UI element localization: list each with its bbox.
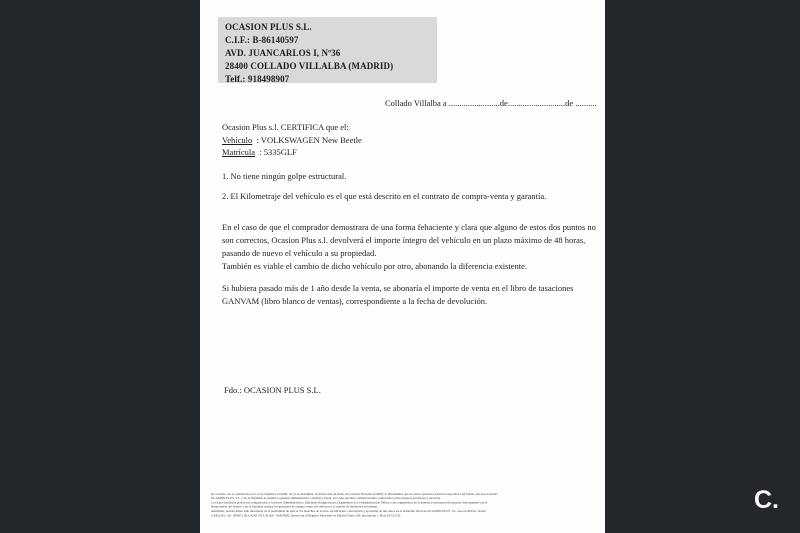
vehicle-line <box>222 134 362 147</box>
company-phone: Telf.: 918498907 <box>225 74 290 84</box>
vehicle-value: : VOLKSWAGEN New Beetle <box>256 134 362 145</box>
certificate-document-page <box>200 0 605 533</box>
coches-site-logo: C. <box>754 486 779 514</box>
company-header-block <box>218 17 437 83</box>
plate-value: : 5335GLF <box>259 147 297 157</box>
paragraph-3-line-1: Si hubiera pasado más de 1 año desde la venta, se abonaría el importe de venta en el libro de tasaciones <box>222 283 574 293</box>
fine-print-line-6: CARLOS I, 36 - 28400 COLLADO VILLALBA - MADRID. Inscrita en el Registro Mercantil de Madrid Tomo 130, Inscripción 1, Hoja M-512731. <box>211 513 402 518</box>
company-address: AVD. JUANCARLOS I, Nº36 <box>225 48 341 58</box>
fine-print-line-2: OCASIÓN PLUS, S.L., con la finalidad de realizar la gestión administrativa, contable y fiscal, así como enviarle comunicaciones comerciales sobre nuestros productos y servicios. <box>211 496 441 500</box>
date-line: Collado Villalba a ........................de...........................de .......... <box>385 98 597 108</box>
plate-label: Matrícula <box>222 147 256 157</box>
company-city: 28400 COLLADO VILLALBA (MADRID) <box>225 61 394 71</box>
plate-line <box>222 146 362 159</box>
fine-print-line-3: Los datos incluidos podrán ser comunicados a Gestores Administrativos, Entidades Aseguradoras, Organismos de la Administración Pública con competencia en la materia y personas relacionadas directamente con el <box>211 500 488 505</box>
paragraph-3-line-2: GANVAM (libro blanco de ventas), correspondiente a la fecha de devolución. <box>222 296 488 306</box>
list-item-2: 2. El Kilometraje del vehículo es el que está descrito en el contrato de compra-venta y garantía. <box>222 191 547 201</box>
company-name: OCASION PLUS S.L. <box>225 22 312 32</box>
fine-print-line-4: Responsable del fichero, con la finalidad realizar las gestiones de compra-venta del vehículo y el cambio de titularidad del mismo. <box>211 504 378 509</box>
fine-print-line-5: Asimismo, declara haber sido informado de la posibilidad de ejercer los derechos de acceso, rectificación, cancelación y oposición de mis datos en el domicilio fiscal de OCASIÓN PLUS, S.L. sito en AVDA. JUAN <box>211 509 486 513</box>
paragraph-2: También es viable el cambio de dicho vehículo por otro, abonando la diferencia existente. <box>222 261 528 271</box>
legal-fine-print <box>211 492 604 522</box>
certification-block <box>222 121 362 159</box>
paragraph-1-line-2: son correctos, Ocasion Plus s.l. devolverá el importe íntegro del vehículo en un plazo máximo de 48 horas, <box>222 235 586 245</box>
paragraph-1-line-1: En el caso de que el comprador demostrara de una forma fehaciente y clara que alguno de estos dos puntos no <box>222 222 596 232</box>
certify-intro: Ocasion Plus s.l. CERTIFICA que el: <box>222 122 349 132</box>
fine-print-line-1: De acuerdo con lo establecido por la Ley Orgánica 15/1999, de 13 de diciembre, de Protección de Datos de Carácter Personal (LOPD), le informamos que los datos aportados serán incorporados a un fichero del que es titular <box>211 492 498 496</box>
paragraph-1-line-3: pasando de nuevo el vehículo a su propiedad. <box>222 248 377 258</box>
signature-line: Fdo.: OCASION PLUS S.L. <box>224 385 321 395</box>
list-item-1: 1. No tiene ningún golpe estructural. <box>222 171 347 181</box>
vehicle-label: Vehículo <box>222 134 253 145</box>
company-cif: C.I.F.: B-86140597 <box>225 35 299 45</box>
